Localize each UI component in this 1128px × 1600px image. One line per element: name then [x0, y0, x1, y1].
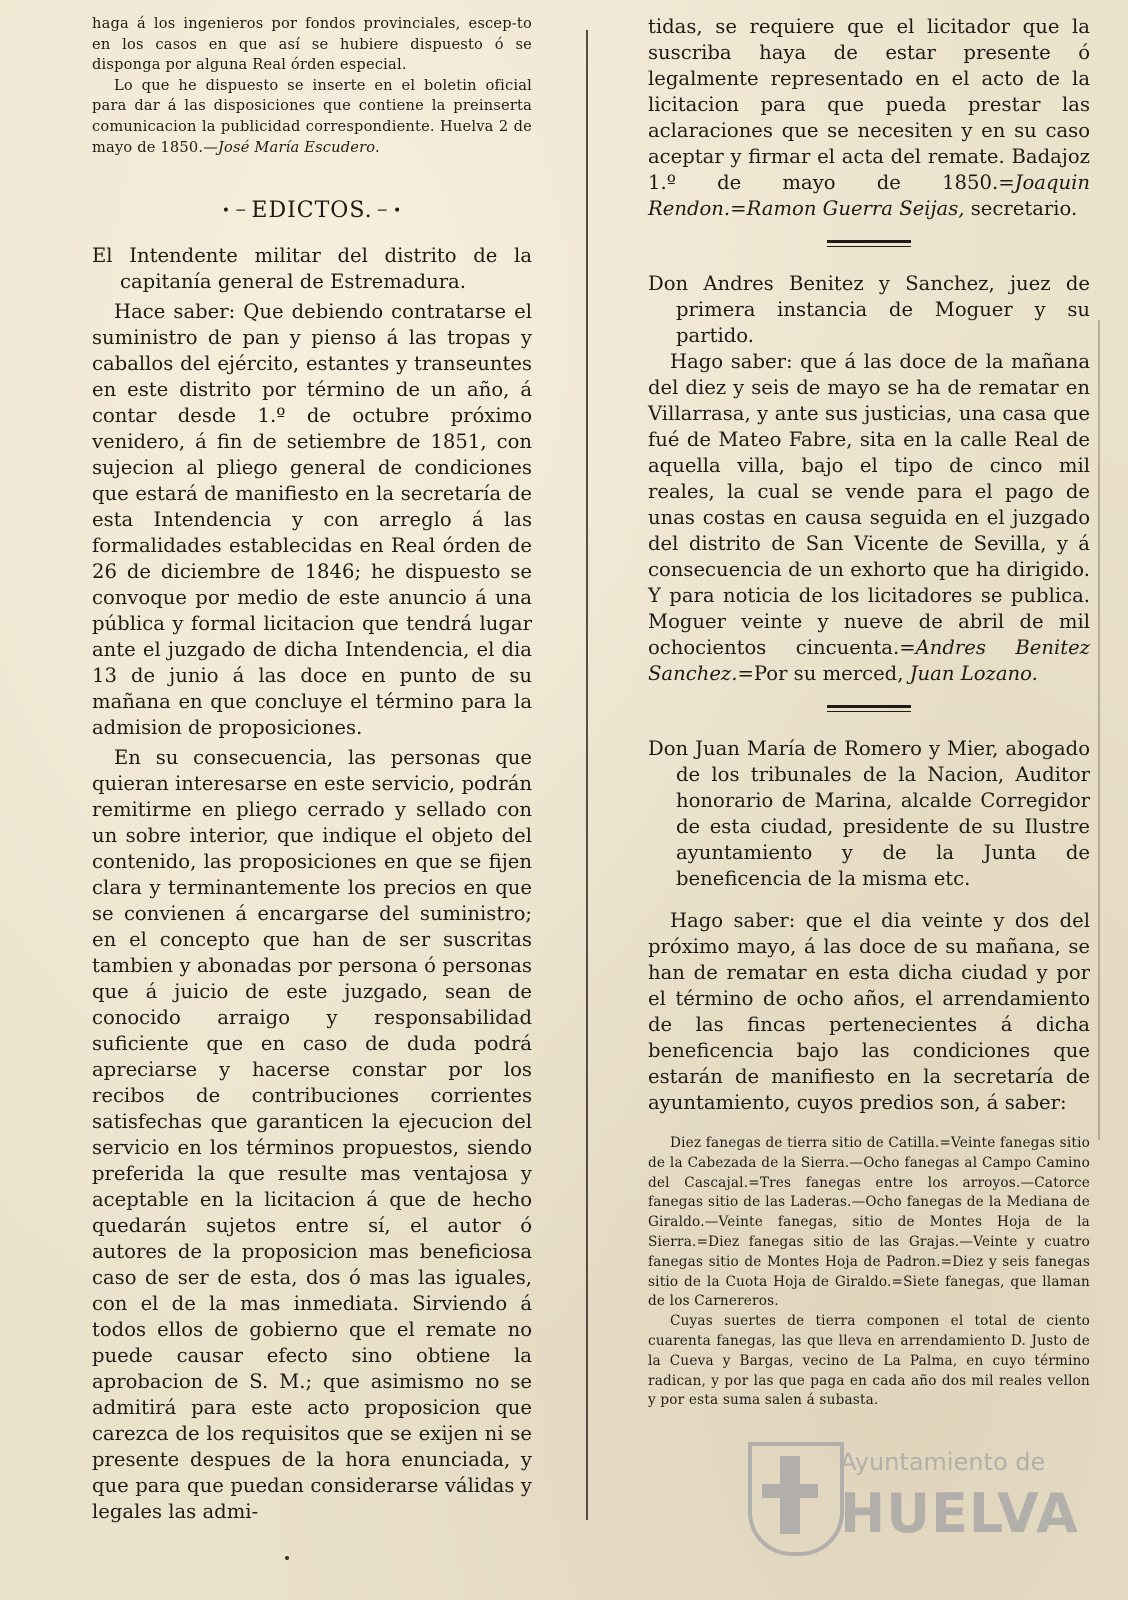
watermark-line-1: Ayuntamiento de: [840, 1448, 1046, 1476]
top-paragraph-1: haga á los ingenieros por fondos provinciales, escep-to en los casos en que así se hubiere dispuesto ó se disponga por alguna Real órden especial.: [92, 15, 532, 74]
edict2-clerk-signature: Juan Lozano.: [909, 662, 1038, 685]
top-paragraph-2: [92, 76, 532, 158]
edict1-paragraph-2: En su consecuencia, las personas que quieran interesarse en este servicio, podrán remitirme en pliego cerrado y sellado con un sobre interior, que indique el objeto del contenido, las proposiciones en que se fijen clara y terminantemente los precios en que se convienen á encargarse del suministro; en el concepto que han de ser suscritas tambien y abonadas por persona ó personas que á juicio de este juzgado, sean de conocido arraigo y responsabilidad suficiente que en caso de duda podrá apreciarse y hacerse constar por los recibos de contribuciones corrientes satisfechas que garanticen la ejecucion del servicio en los términos propuestos, siendo preferida la que resulte mas ventajosa y aceptable en la licitacion á que de hecho quedarán sujetos entre sí, el autor ó autores de la proposicion mas beneficiosa caso de ser de esta, dos ó mas las iguales, con el de la mas inmediata. Sirviendo á todos ellos de gobierno que el remate no puede causar efecto sino obtiene la aprobacion de S. M.; que asimismo no se admitirá para este acto proposicion que carezca de los requisitos que se exijen ni se presente despues de la hora enunciada, y que para que puedan considerarse válidas y legales las admi-: [92, 746, 532, 1524]
edict2-merced: =Por su merced,: [737, 662, 910, 685]
separator-rule-1: [827, 240, 911, 247]
top-signature: José María Escudero.: [218, 138, 380, 156]
ink-dot: [285, 1556, 289, 1560]
ayuntamiento-watermark: [748, 1438, 1078, 1558]
edict1-continuation-signature: =Joaquin Rendon.=Ramon Guerra Seijas,: [648, 171, 1090, 220]
column-divider: [586, 30, 588, 1520]
edict1-continuation: [648, 14, 1090, 222]
right-column: [648, 14, 1090, 1411]
section-heading: [92, 198, 532, 223]
edict3-total: Cuyas suertes de tierra componen el total de ciento cuarenta fanegas, las que lleva en arrendamiento D. Justo de la Cueva y Bargas, vecino de La Palma, en cuyo término radican, y por las que paga en cada año dos mil reales vellon y por esta suma salen á subasta.: [648, 1313, 1090, 1409]
watermark-line-2: HUELVA: [840, 1482, 1079, 1545]
heading-ornament-right: ─ •: [372, 203, 403, 220]
right-margin-line: [1098, 320, 1100, 1140]
edict3-paragraph-1: Hago saber: que el dia veinte y dos del próximo mayo, á las doce de su mañana, se han de rematar en esta dicha ciudad y por el término de ocho años, el arrendamiento de las fincas pertenecientes á dicha beneficencia bajo las condiciones que estarán de manifiesto en la secretaría de ayuntamiento, cuyos predios son, á saber:: [648, 909, 1090, 1114]
coat-of-arms-icon: [748, 1442, 844, 1556]
edict2-signature: =Andres Benitez Sanchez.: [648, 636, 1090, 685]
heading-ornament-left: • ─: [221, 203, 252, 220]
edict1-intro: El Intendente militar del distrito de la capitanía general de Estremadura.: [92, 244, 532, 294]
edict2-paragraph-text: Hago saber: que á las doce de la mañana del diez y seis de mayo se ha de rematar en Villarrasa, y ante sus justicias, una casa que fué de Mateo Fabre, sita en la calle Real de aquella villa, bajo el tipo de cinco mil reales, la cual se vende para el pago de unas costas en causa seguida en el juzgado del distrito de San Vicente de Sevilla, y á consecuencia de un exhorto que ha dirigido. Y para noticia de los licitadores se publica. Moguer veinte y nueve de abril de mil ochocientos cincuenta.: [648, 350, 1090, 659]
edict1-continuation-text: tidas, se requiere que el licitador que la suscriba haya de estar presente ó legalmente representado en el acto de la licitacion para que pueda prestar las aclaraciones que se necesiten y en su caso aceptar y firmar el acta del remate. Badajoz 1.º de mayo de 1850.: [648, 15, 1090, 194]
edict2-paragraph-1: [648, 349, 1090, 687]
section-heading-text: EDICTOS.: [251, 198, 373, 224]
edict1-paragraph-1: Hace saber: Que debiendo contratarse el suministro de pan y pienso á las tropas y caballos del ejército, estantes y transeuntes en este distrito por término de un año, á contar desde 1.º de octubre próximo venidero, á fin de setiembre de 1851, con sujecion al pliego general de condiciones que estará de manifiesto en la secretaría de esta Intendencia y con arreglo á las formalidades establecidas en Real órden de 26 de diciembre de 1846; he dispuesto se convoque por medio de este anuncio á una pública y formal licitacion que tendrá lugar ante el juzgado de dicha Intendencia, el dia 13 de junio á las doce en punto de su mañana en que concluye el término para la admision de proposiciones.: [92, 300, 532, 740]
edict2-intro: Don Andres Benitez y Sanchez, juez de primera instancia de Moguer y su partido.: [648, 272, 1090, 347]
edict3-property-list: Diez fanegas de tierra sitio de Catilla.=Veinte fanegas sitio de la Cabezada de la Sierra.—Ocho fanegas al Campo Camino del Cascajal.=Tres fanegas entre los arroyos.—Catorce fanegas sitio de las Laderas.—Ocho fanegas de la Mediana de Giraldo.—Veinte fanegas, sitio de Montes Hoja de la Sierra.=Diez fanegas sitio de las Grajas.—Veinte y cuatro fanegas sitio de Montes Hoja de Padron.=Diez y seis fanegas sitio de la Cuota Hoja de Giraldo.=Siete fanegas, que llaman de los Carnereros.: [648, 1135, 1090, 1310]
top-paragraph-2-text: Lo que he dispuesto se inserte en el boletin oficial para dar á las disposiciones que contiene la preinserta comunicacion la publicidad correspondiente. Huelva 2 de mayo de 1850.—: [92, 76, 532, 156]
edict3-intro: Don Juan María de Romero y Mier, abogado de los tribunales de la Nacion, Auditor honorario de Marina, alcalde Corregidor de esta ciudad, presidente de su Ilustre ayuntamiento y de la Junta de beneficencia de la misma etc.: [648, 737, 1090, 890]
edict1-continuation-role: secretario.: [964, 197, 1078, 220]
left-column: [92, 14, 532, 1525]
separator-rule-2: [827, 705, 911, 712]
